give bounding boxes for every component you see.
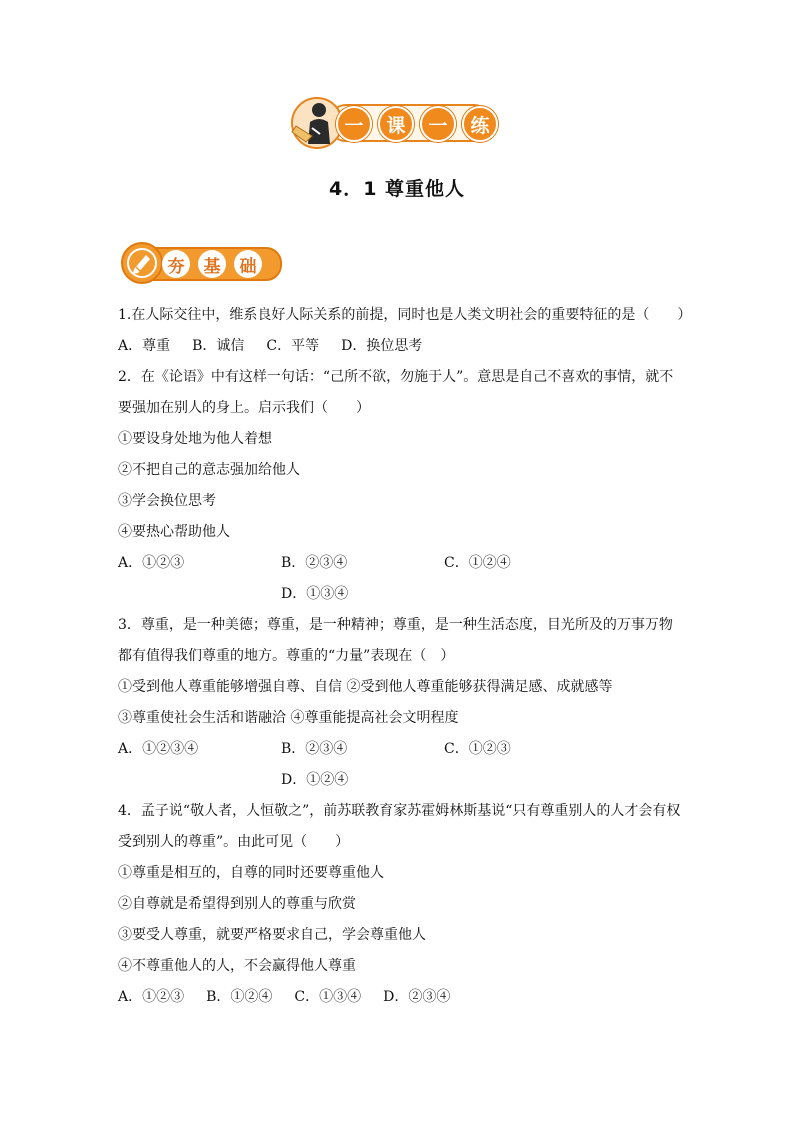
option-d: D．①③④	[281, 586, 349, 602]
banner-char: 一	[336, 106, 372, 142]
statement-item: ③尊重使社会生活和谐融洽 ④尊重能提高社会文明程度	[118, 710, 459, 726]
option-d: D．②③④	[383, 989, 451, 1005]
statement-item: ④不尊重他人的人，不会赢得他人尊重	[118, 958, 356, 974]
question-stem: 4．孟子说“敬人者，人恒敬之”，前苏联教育家苏霍姆林斯基说“只有尊重别人的人才会有权	[118, 803, 681, 819]
option-a: A．尊重	[118, 338, 171, 354]
answer-options	[118, 765, 688, 796]
statement-item: ①尊重是相互的，自尊的同时还要尊重他人	[118, 865, 384, 881]
section-badge	[120, 241, 280, 285]
answer-options	[118, 331, 688, 362]
question-2	[118, 362, 688, 610]
section-char: 础	[234, 250, 262, 278]
option-b: B．②③④	[281, 741, 348, 757]
question-list	[118, 300, 692, 1013]
question-stem: 2．在《论语》中有这样一句话：“己所不欲，勿施于人”。意思是自己不喜欢的事情，就不	[118, 369, 674, 385]
statement-item: ③要受人尊重，就要严格要求自己，学会尊重他人	[118, 927, 426, 943]
question-stem: 3．尊重，是一种美德；尊重，是一种精神；尊重，是一种生活态度，目光所及的万事万物	[118, 617, 673, 633]
section-title	[162, 250, 262, 278]
section-char: 夯	[162, 250, 190, 278]
option-d: D．①②④	[281, 772, 349, 788]
question-stem: 1.在人际交往中，维系良好人际关系的前提，同时也是人类文明社会的重要特征的是（ ）	[118, 307, 692, 323]
question-1	[118, 300, 692, 362]
option-c: C．平等	[266, 338, 320, 354]
banner-title	[336, 106, 498, 142]
lesson-banner	[286, 96, 496, 152]
question-stem: 都有值得我们尊重的地方。尊重的“力量”表现在（ ）	[118, 648, 455, 664]
option-a: A．①②③	[118, 555, 185, 571]
option-b: B．②③④	[281, 555, 348, 571]
answer-options	[118, 982, 688, 1013]
option-c: C．①②③	[444, 741, 511, 757]
statement-item: ④要热心帮助他人	[118, 524, 230, 540]
option-c: C．①③④	[294, 989, 362, 1005]
option-a: A．①②③	[118, 989, 185, 1005]
question-4	[118, 796, 688, 1013]
banner-char: 练	[462, 106, 498, 142]
question-stem: 受到别人的尊重”。由此可见（ ）	[118, 834, 350, 850]
option-c: C．①②④	[444, 555, 511, 571]
statement-item: ③学会换位思考	[118, 493, 216, 509]
option-b: B．诚信	[192, 338, 245, 354]
page-title: 4．1 尊重他人	[328, 178, 466, 200]
section-char: 基	[198, 250, 226, 278]
statement-item: ②自尊就是希望得到别人的尊重与欣赏	[118, 896, 356, 912]
statement-item: ①要设身处地为他人着想	[118, 431, 272, 447]
question-3	[118, 610, 688, 796]
option-d: D．换位思考	[341, 338, 423, 354]
answer-options	[118, 734, 688, 765]
statement-item: ①受到他人尊重能够增强自尊、自信 ②受到他人尊重能够获得满足感、成就感等	[118, 679, 613, 695]
banner-char: 课	[378, 106, 414, 142]
pencil-icon	[120, 241, 164, 285]
option-b: B．①②④	[206, 989, 273, 1005]
answer-options	[118, 579, 688, 610]
statement-item: ②不把自己的意志强加给他人	[118, 462, 300, 478]
answer-options	[118, 548, 688, 579]
question-stem: 要强加在别人的身上。启示我们（ ）	[118, 400, 370, 416]
banner-char: 一	[420, 106, 456, 142]
option-a: A．①②③④	[118, 741, 199, 757]
